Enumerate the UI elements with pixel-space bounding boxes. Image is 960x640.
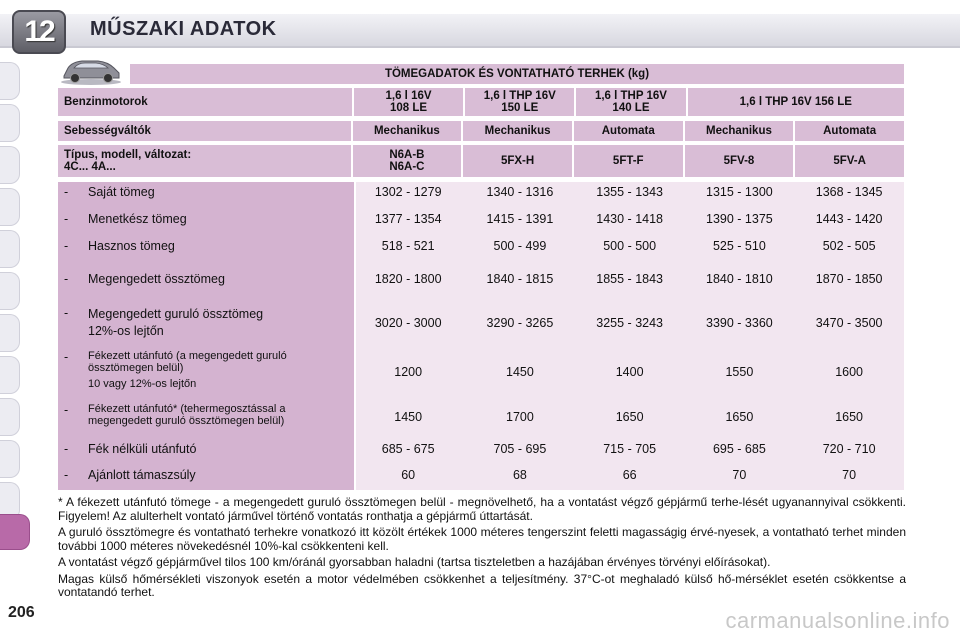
header-divider — [0, 46, 960, 48]
row-dash: - — [64, 306, 69, 320]
type-row-label — [58, 145, 351, 177]
type-cell — [353, 145, 462, 177]
row-dash: - — [64, 185, 69, 199]
row-value: 1855 - 1843 — [596, 272, 664, 286]
row-value: 3290 - 3265 — [486, 316, 554, 330]
page-title: MŰSZAKI ADATOK — [90, 18, 277, 40]
row-value: 70 — [842, 468, 857, 482]
engine-row — [58, 88, 904, 116]
type-cell-line2: N6A-C — [389, 161, 425, 173]
row-value: 1390 - 1375 — [706, 212, 773, 226]
gearbox-cell: Mechanikus — [353, 121, 462, 141]
footnote-asterisk: * A fékezett utánfutó tömege - a megengedett guruló össztömegen belül - megnövelhető, ha a vontatást végző gépjármű terhe-lését ugyanannyival csökkenti. Figyelem! Az alulterhelt vontató járművel történő vontatás ronthatja a gépjármű úttartását. — [58, 495, 906, 523]
row-value: 1650 — [835, 410, 864, 424]
row-value: 1430 - 1418 — [596, 212, 664, 226]
row-label: Saját tömeg — [88, 185, 155, 199]
chapter-tab[interactable] — [0, 356, 20, 394]
gearbox-cell: Automata — [795, 121, 904, 141]
row-value: 518 - 521 — [381, 239, 435, 253]
chapter-tab[interactable] — [0, 440, 20, 478]
row-value: 1550 — [725, 365, 754, 379]
row-value: 1820 - 1800 — [374, 272, 442, 286]
row-value: 1870 - 1850 — [815, 272, 883, 286]
row-sublabel: 12%-os lejtőn — [88, 324, 164, 338]
type-row — [58, 145, 904, 177]
row-value: 1340 - 1316 — [486, 185, 554, 199]
footnotes — [58, 496, 906, 603]
table-row — [58, 238, 904, 254]
row-label: Ajánlott támaszsúly — [88, 468, 196, 482]
row-value: 1450 — [506, 365, 534, 379]
footnote-speed: A vontatást végző gépjárművel tilos 100 km/óránál gyorsabban haladni (tartsa tiszteletben a hazájában érvényes törvényi előírásokat). — [58, 555, 771, 569]
row-value: 1400 — [615, 365, 644, 379]
table-row — [58, 403, 904, 431]
engine-row-label: Benzinmotorok — [58, 88, 352, 116]
row-value: 68 — [512, 468, 527, 482]
gearbox-row-label: Sebességváltók — [58, 121, 351, 141]
table-row — [58, 271, 904, 287]
row-label: Megengedett össztömeg — [88, 272, 225, 286]
chapter-tab[interactable] — [0, 398, 20, 436]
row-label: Fékezett utánfutó (a megengedett guruló össztömegen belül) — [88, 350, 287, 374]
table-row — [58, 441, 904, 457]
row-value: 705 - 695 — [493, 442, 547, 456]
row-value: 715 - 705 — [603, 442, 657, 456]
row-value: 1315 - 1300 — [706, 185, 773, 199]
row-dash: - — [64, 442, 69, 456]
chapter-tab[interactable] — [0, 188, 20, 226]
gearbox-cell: Mechanikus — [685, 121, 794, 141]
row-value: 1377 - 1354 — [374, 212, 442, 226]
row-value: 1840 - 1810 — [706, 272, 773, 286]
chapter-tab-active[interactable] — [0, 514, 30, 550]
row-value: 1368 - 1345 — [815, 185, 883, 199]
row-value: 685 - 675 — [381, 442, 435, 456]
footnote-altitude: A guruló össztömegre és vontatható terhekre vonatkozó itt közölt értékek 1000 méteres tengerszint feletti magasságig érvé-nyesek, a vontatható terhet minden további 1000 méteres növekedésnél 10%-kal csökkenteni kell. — [58, 525, 906, 553]
gearbox-cell: Automata — [574, 121, 683, 141]
chapter-tab[interactable] — [0, 104, 20, 142]
type-label-line2: 4C... 4A... — [64, 161, 116, 173]
row-value: 3390 - 3360 — [706, 316, 773, 330]
table-row — [58, 184, 904, 200]
table-row — [58, 350, 904, 394]
row-sublabel: 10 vagy 12%-os lejtőn — [88, 378, 197, 390]
row-dash: - — [64, 239, 69, 253]
gearbox-cell: Mechanikus — [463, 121, 572, 141]
chapter-tab[interactable] — [0, 314, 20, 352]
row-value: 720 - 710 — [822, 442, 876, 456]
type-label-line1: Típus, modell, változat: — [64, 149, 192, 161]
engine-cell: 1,6 l THP 16V 140 LE — [576, 88, 685, 116]
footnote-temperature: Magas külső hőmérsékleti viszonyok esetén a motor védelmében csökkenhet a teljesítmény. 37°C-ot meghaladó külső hő-mérséklet esetén csökkentse a vontatandó terhet. — [58, 571, 906, 599]
type-cell: 5FV-A — [795, 145, 904, 177]
row-value: 525 - 510 — [712, 239, 766, 253]
row-dash: - — [64, 350, 69, 364]
gearbox-row — [58, 121, 904, 141]
row-value: 1700 — [506, 410, 534, 424]
row-value: 3470 - 3500 — [815, 316, 883, 330]
engine-cell: 1,6 l 16V 108 LE — [354, 88, 463, 116]
chapter-tab[interactable] — [0, 146, 20, 184]
row-label: Menetkész tömeg — [88, 212, 187, 226]
row-dash: - — [64, 403, 69, 417]
row-value: 1840 - 1815 — [486, 272, 554, 286]
engine-cell: 1,6 l THP 16V 156 LE — [688, 88, 904, 116]
row-dash: - — [64, 212, 69, 226]
row-value: 70 — [732, 468, 747, 482]
row-value: 3255 - 3243 — [596, 316, 664, 330]
row-label: Fékezett utánfutó* (tehermegosztással a megengedett guruló össztömegen belül) — [88, 403, 286, 427]
row-value: 66 — [622, 468, 637, 482]
row-value: 1450 — [394, 410, 423, 424]
chapter-tab[interactable] — [0, 62, 20, 100]
row-label: Hasznos tömeg — [88, 239, 175, 253]
row-label: Megengedett guruló össztömeg — [88, 307, 264, 321]
row-value: 1302 - 1279 — [374, 185, 442, 199]
table-row — [58, 467, 904, 483]
table-row — [58, 211, 904, 227]
row-label: Fék nélküli utánfutó — [88, 442, 197, 456]
engine-cell: 1,6 l THP 16V 150 LE — [465, 88, 574, 116]
row-value: 1600 — [835, 365, 864, 379]
watermark: carmanualsonline.info — [725, 608, 950, 633]
row-value: 695 - 685 — [712, 442, 766, 456]
chapter-tab[interactable] — [0, 272, 20, 310]
page-number: 206 — [8, 604, 35, 621]
type-cell-line1: N6A-B — [389, 149, 425, 161]
row-value: 3020 - 3000 — [374, 316, 442, 330]
car-icon — [58, 56, 124, 86]
table-row — [58, 306, 904, 340]
row-value: 500 - 500 — [603, 239, 657, 253]
row-value: 1415 - 1391 — [486, 212, 554, 226]
page-header — [0, 0, 960, 60]
type-cell: 5FT-F — [574, 145, 683, 177]
row-value: 1355 - 1343 — [596, 185, 664, 199]
row-value: 1650 — [725, 410, 754, 424]
row-value: 60 — [401, 468, 416, 482]
type-cell: 5FX-H — [463, 145, 572, 177]
row-value: 1650 — [615, 410, 644, 424]
table-title: TÖMEGADATOK ÉS VONTATHATÓ TERHEK (kg) — [130, 64, 904, 84]
row-value: 500 - 499 — [493, 239, 547, 253]
row-dash: - — [64, 272, 69, 286]
chapter-tab[interactable] — [0, 230, 20, 268]
chapter-tabs — [0, 62, 24, 582]
row-dash: - — [64, 468, 69, 482]
row-value: 1443 - 1420 — [815, 212, 883, 226]
row-value: 1200 — [394, 365, 423, 379]
chapter-badge: 12 — [12, 10, 66, 54]
row-value: 502 - 505 — [822, 239, 876, 253]
type-cell: 5FV-8 — [685, 145, 794, 177]
